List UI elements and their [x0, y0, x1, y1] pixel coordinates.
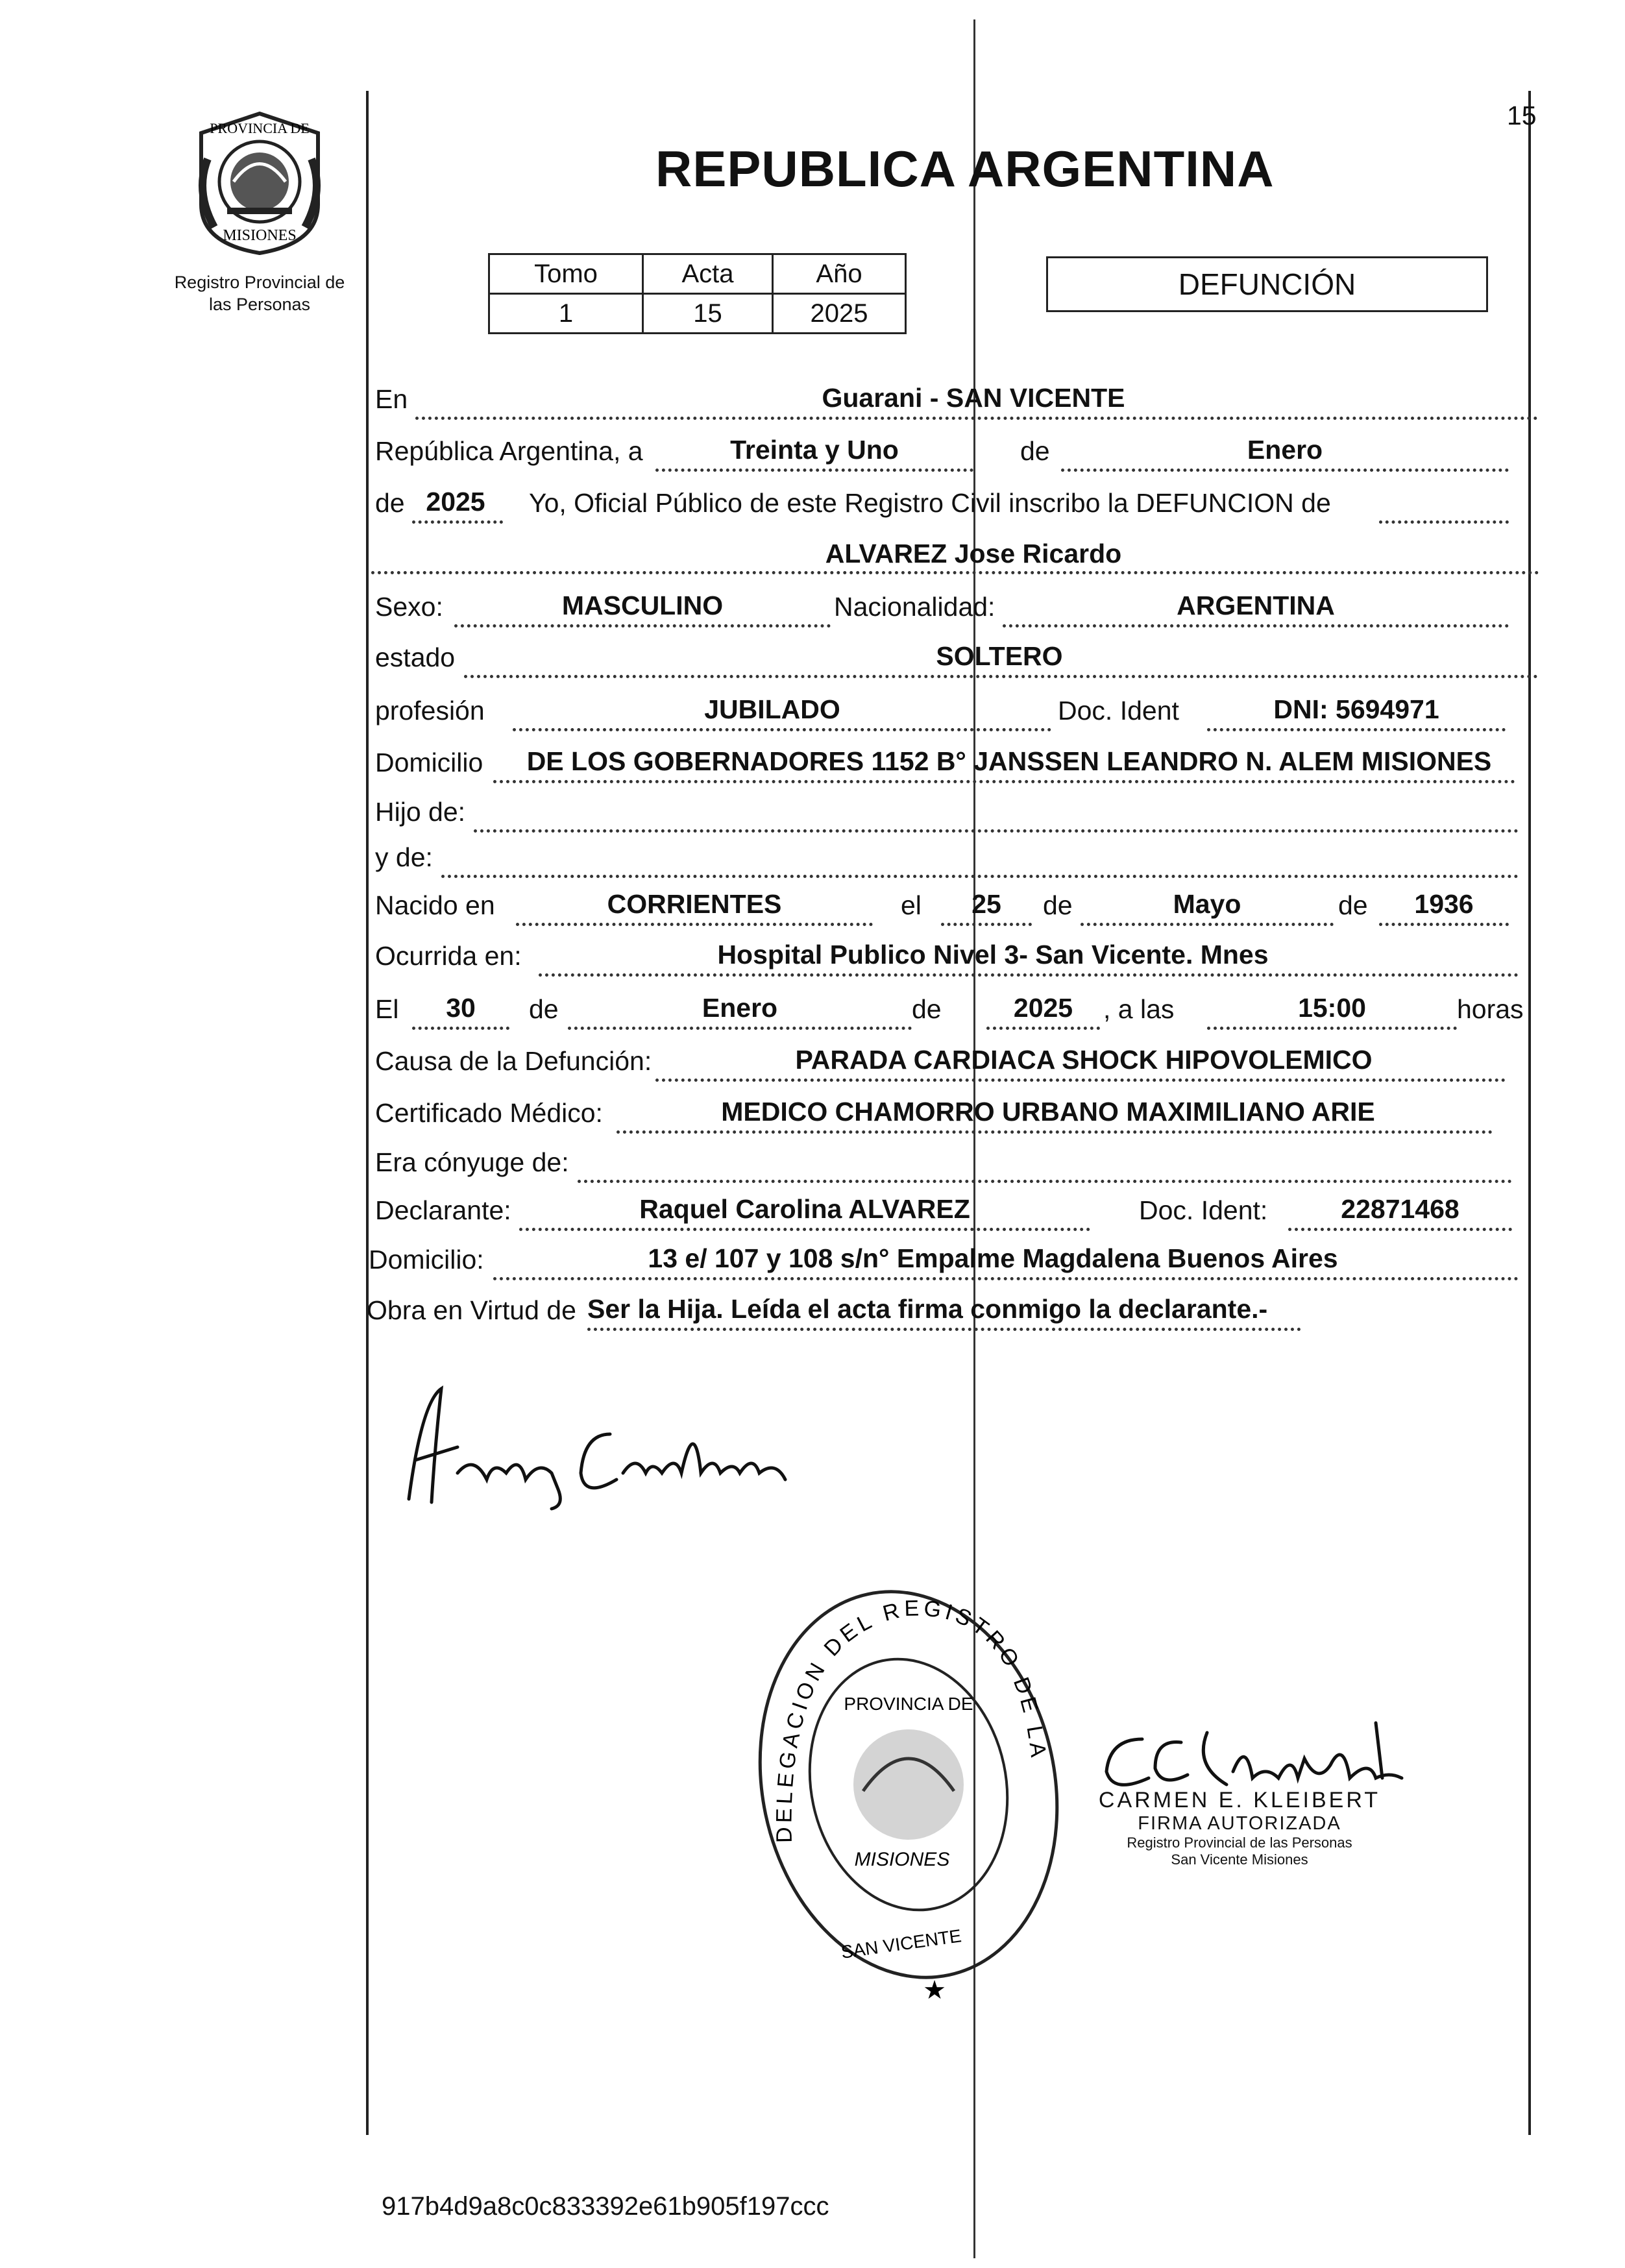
declarante-label: Declarante: [375, 1195, 511, 1225]
conyuge-label: Era cónyuge de: [375, 1147, 569, 1177]
seal-inner-bottom: MISIONES [854, 1849, 950, 1870]
nacido-anio-value: 1936 [1414, 889, 1474, 919]
causa-value: PARADA CARDIACA SHOCK HIPOVOLEMICO [795, 1045, 1373, 1075]
official-org-line2: San Vicente Misiones [1171, 1851, 1308, 1868]
left-margin-rule [366, 91, 369, 2135]
fecha-label: República Argentina, a [375, 436, 643, 466]
def-dia-value: 30 [446, 993, 476, 1023]
estado-value: SOLTERO [936, 641, 1063, 671]
value-acta: 15 [643, 294, 773, 334]
certificado-label: Certificado Médico: [375, 1098, 603, 1128]
horas-label: horas [1457, 994, 1524, 1024]
domicilio-value: DE LOS GOBERNADORES 1152 B° JANSSEN LEANDRO N. ALEM MISIONES [526, 746, 1492, 776]
fecha-dia-value: Treinta y Uno [730, 435, 899, 465]
profesion-value: JUBILADO [704, 694, 840, 724]
def-de1-label: de [529, 994, 559, 1024]
seal-outer-text: DELEGACION DEL REGISTRO DE LA [772, 1596, 1051, 1844]
doc-label: Doc. Ident [1058, 696, 1179, 726]
registry-line1: Registro Provincial de [174, 273, 345, 292]
nacido-el-label: el [901, 890, 922, 920]
anio-de-label: de [375, 488, 405, 518]
hijo-label: Hijo de: [375, 797, 466, 827]
en-label: En [375, 384, 408, 414]
sexo-value: MASCULINO [561, 591, 724, 620]
nacido-de1-label: de [1043, 890, 1073, 920]
seal-star-icon: ★ [923, 1976, 946, 2005]
nacionalidad-label: Nacionalidad: [834, 592, 996, 622]
obra-label: Obra en Virtud de [367, 1295, 576, 1325]
sexo-label: Sexo: [375, 592, 443, 622]
def-el-label: El [375, 994, 399, 1024]
header-acta: Acta [643, 254, 773, 294]
nacido-value: CORRIENTES [607, 889, 782, 919]
def-anio-value: 2025 [1013, 993, 1073, 1023]
certificado-value: MEDICO CHAMORRO URBANO MAXIMILIANO ARIE [721, 1097, 1375, 1127]
fecha-de-label: de [1020, 436, 1050, 466]
fecha-mes-value: Enero [1247, 435, 1323, 465]
registry-caption [149, 271, 370, 315]
yde-label: y de: [375, 842, 433, 872]
nombre-value: ALVAREZ Jose Ricardo [825, 539, 1122, 568]
seal-bottom-text: SAN VICENTE [840, 1925, 963, 1962]
domicilio2-label: Domicilio: [369, 1245, 484, 1274]
logo-text-bottom: MISIONES [223, 227, 297, 244]
official-org-line1: Registro Provincial de las Personas [1127, 1835, 1352, 1851]
def-hora-value: 15:00 [1298, 993, 1366, 1023]
header-tomo: Tomo [489, 254, 643, 294]
nacido-mes-value: Mayo [1173, 889, 1241, 919]
nacido-de2-label: de [1338, 890, 1368, 920]
estado-label: estado [375, 642, 456, 672]
document-hash: 917b4d9a8c0c833392e61b905f197ccc [382, 2192, 829, 2221]
official-name: CARMEN E. KLEIBERT [1098, 1788, 1381, 1812]
domicilio-label: Domicilio [375, 748, 483, 777]
official-title: FIRMA AUTORIZADA [1138, 1813, 1341, 1834]
nacido-label: Nacido en [375, 890, 495, 920]
registry-seal [746, 1570, 1084, 2012]
official-stamp [1090, 1788, 1389, 1868]
ocurrida-value: Hospital Publico Nivel 3- San Vicente. Mnes [717, 940, 1269, 969]
def-de2-label: de [912, 994, 942, 1024]
obra-value: Ser la Hija. Leída el acta firma conmigo la declarante.- [587, 1294, 1268, 1324]
inscribo-text: Yo, Oficial Público de este Registro Civil inscribo la DEFUNCION de [529, 488, 1331, 518]
nacionalidad-value: ARGENTINA [1177, 591, 1335, 620]
register-table [488, 253, 907, 334]
page-number: 15 [1507, 101, 1537, 130]
causa-label: Causa de la Defunción: [375, 1046, 652, 1076]
record-type-box: DEFUNCIÓN [1046, 256, 1488, 312]
profesion-label: profesión [375, 696, 485, 726]
misiones-logo [188, 107, 331, 256]
header-anio: Año [773, 254, 906, 294]
ocurrida-label: Ocurrida en: [375, 941, 522, 971]
alas-label: , a las [1103, 994, 1175, 1024]
lugar-value: Guarani - SAN VICENTE [822, 383, 1125, 413]
value-tomo: 1 [489, 294, 643, 334]
domicilio2-value: 13 e/ 107 y 108 s/n° Empalme Magdalena Buenos Aires [648, 1243, 1338, 1273]
official-signature [1097, 1713, 1434, 1798]
def-mes-value: Enero [702, 993, 778, 1023]
declarante-signature [396, 1376, 818, 1512]
registry-line2: las Personas [208, 295, 311, 314]
declarante-value: Raquel Carolina ALVAREZ [639, 1194, 970, 1224]
doc2-label: Doc. Ident: [1139, 1195, 1268, 1225]
seal-inner-top: PROVINCIA DE [844, 1694, 973, 1714]
anio-value: 2025 [426, 487, 485, 517]
page-title: REPUBLICA ARGENTINA [655, 140, 1275, 197]
logo-text-top: PROVINCIA DE [210, 120, 310, 136]
doc2-value: 22871468 [1341, 1194, 1460, 1224]
nacido-dia-value: 25 [971, 889, 1001, 919]
right-margin-rule [1528, 91, 1531, 2135]
doc-value: DNI: 5694971 [1273, 694, 1439, 724]
value-anio: 2025 [773, 294, 906, 334]
